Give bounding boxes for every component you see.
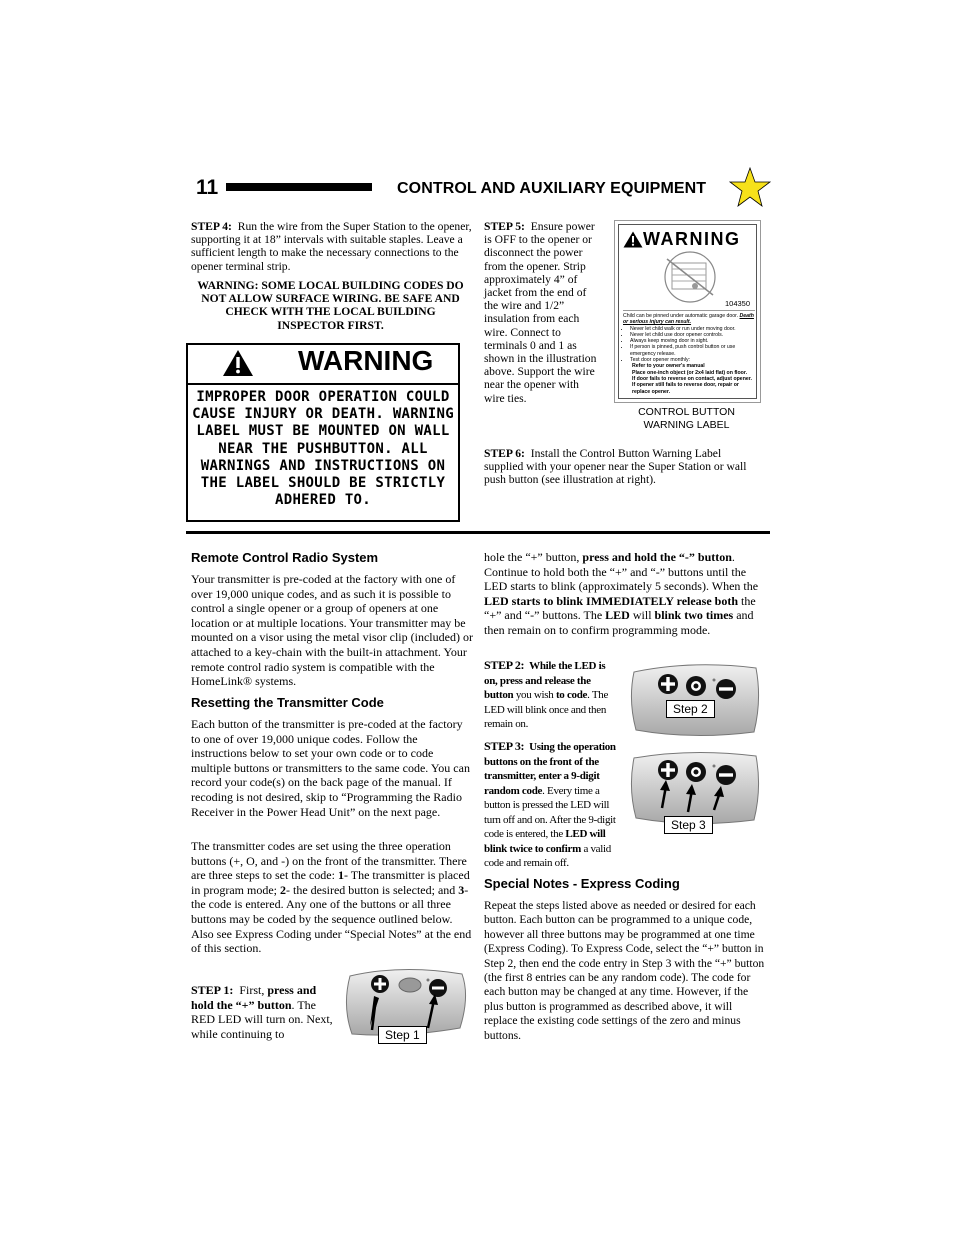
step3-paragraph <box>484 739 620 871</box>
remote-step2-illustration <box>628 660 762 745</box>
step4-paragraph <box>191 220 474 273</box>
warning-triangle-icon <box>222 349 254 377</box>
text: . Continue to hold both the “+” and “-” buttons until the LED starts to blink (approximately 5 seconds). When the <box>484 550 759 594</box>
caption-line: CONTROL BUTTON <box>638 406 735 418</box>
label-bullet: • Never let child use door opener controls. <box>630 332 755 338</box>
warning-box-header <box>188 345 458 385</box>
emphasis: LED starts to blink IMMEDIATELY release both <box>484 593 739 608</box>
garage-door-hazard-icon <box>659 251 721 303</box>
text: First, <box>239 983 265 997</box>
section-divider <box>186 531 770 534</box>
emphasis: Using the operation buttons on the front of the transmitter, enter a 9-digit random code <box>484 741 616 797</box>
text: . The RED LED will turn on. Next, while continuing to <box>191 997 333 1041</box>
text: . Every time a button is pressed the LED will turn off and on. After the 9-digit code is entered, the <box>484 784 616 840</box>
step6-label: STEP 6: <box>484 447 525 460</box>
warning-box-title: WARNING <box>298 345 434 376</box>
step1-label: STEP 1: <box>191 983 234 997</box>
step2-paragraph <box>484 658 620 732</box>
step-number: 1 <box>337 868 344 883</box>
page-number: 11 <box>196 176 219 199</box>
step3-label: STEP 3: <box>484 739 525 753</box>
step6-paragraph <box>484 447 756 487</box>
text: - the desired button is selected; and <box>285 882 456 897</box>
label-bullet: • Always keep moving door in sight. <box>630 338 755 344</box>
warning-label-caption <box>614 406 759 431</box>
label-subitem: If opener still fails to reverse door, repair or replace opener. <box>632 382 739 395</box>
emphasis: press and hold the “-” button <box>582 550 732 564</box>
label-bullet: • Never let child walk or run under moving door. <box>630 326 755 332</box>
step5-text: Ensure power is OFF to the opener or disconnect the power from the opener. Strip approximately 4” of jacket from the end of the wire and 1/2” insulation from each wire. Connect to terminals 0 and 1 as shown in the illustration above. Support the wire near the opener with wire ties. <box>484 220 597 405</box>
emphasis: LED will blink twice to confirm <box>484 828 606 855</box>
text: - the code is entered. Any one of the buttons or all three buttons may be coded by the sequence outlined below. Also see Express Coding under “Special Notes” at the end of this section. <box>191 882 472 956</box>
label-bullet: • Test door opener monthly: <box>630 357 755 363</box>
emphasis: to code <box>555 689 588 701</box>
resetting-paragraph-2 <box>191 839 473 956</box>
step6-text: Install the Control Button Warning Label supplied with your opener near the Super Station or wall push button (see illustration at right). <box>484 447 747 487</box>
text: the “+” and “-” buttons. The <box>484 593 756 623</box>
remote-step3-illustration <box>628 748 762 835</box>
label-subitem: If door fails to reverse on contact, adjust opener. <box>632 375 752 382</box>
star-icon <box>729 167 771 207</box>
emphasis: While the LED is on, press and release the button <box>484 660 606 701</box>
step4-text: Run the wire from the Super Station to the opener, supporting it at 18” intervals with suitable staples. Leave a sufficient length to make the necessary connections to the opener terminal strip. <box>191 220 472 273</box>
step2-label: STEP 2: <box>484 658 525 672</box>
warning-triangle-icon <box>623 231 643 248</box>
step-number: 3 <box>458 882 465 897</box>
warning-label-illustration <box>614 220 761 403</box>
step4-label: STEP 4: <box>191 220 232 233</box>
label-part-number: 104350 <box>725 299 751 308</box>
special-notes-heading: Special Notes - Express Coding <box>484 876 680 891</box>
label-intro: Child can be pinned under automatic garage door. <box>623 313 739 319</box>
surface-wiring-warning: WARNING: SOME LOCAL BUILDING CODES DO NOT ALLOW SURFACE WIRING. BE SAFE AND CHECK WITH THE LOCAL BUILDING INSPECTOR FIRST. <box>197 279 464 332</box>
resetting-paragraph-1: Each button of the transmitter is pre-coded at the factory to one of over 19,000 unique codes. Follow the instructions below to set your own code or to code multiple buttons or transmitters to the same code. You can record your code(s) on the back page of the manual. If recoding is not desired, skip to “Programming the Radio Receiver in the Power Head Unit” on the next page. <box>191 717 470 819</box>
label-subitem: Refer to your owner's manual <box>632 363 705 370</box>
label-bullet: • If person is pinned, push control button or use emergency release. <box>630 344 755 357</box>
emphasis: LED <box>605 608 630 623</box>
special-notes-paragraph: Repeat the steps listed above as needed or desired for each button. Each button can be programmed to a unique code, however all three buttons may be programmed at one time (Express Coding). To Express Code, select the “+” button in Step 2, then end the code entry in Step 3 with the “+” button (the first 8 entries can be any random code). The code for each button may be changed at any time. However, if the plus button is programmed as described above, it will replace the existing code settings of the zero and minus buttons. <box>484 899 765 1042</box>
step3-image-label: Step 3 <box>664 816 713 834</box>
step-number: 2 <box>279 882 286 897</box>
text: . The LED will blink once and then remain on. <box>484 689 609 730</box>
warning-box-body: IMPROPER DOOR OPERATION COULD CAUSE INJURY OR DEATH. WARNING LABEL MUST BE MOUNTED ON WALL NEAR THE PUSHBUTTON. ALL WARNINGS AND INSTRUCTIONS ON THE LABEL SHOULD BE STRICTLY ADHERED TO. <box>192 389 454 509</box>
header-rule <box>226 183 372 191</box>
emphasis: blink two times <box>654 608 734 623</box>
step1-paragraph <box>191 983 341 1041</box>
emphasis: press and hold the “+” button <box>191 983 317 1012</box>
remote-system-paragraph: Your transmitter is pre-coded at the factory with one of over 19,000 unique codes, and as such it is possible to control a single opener or a group of openers at one location or at multiple locations. Your transmitter may be mounted on a visor using the metal visor clip (included) or attached to a key-chain with the built-in attachment. Your remote control radio system is compatible with the HomeLink® systems. <box>191 572 473 689</box>
step5-paragraph <box>484 220 598 405</box>
label-instructions <box>623 310 755 395</box>
text: The transmitter codes are set using the three operation buttons (+, O, and -) on the front of the transmitter. There are three steps to set the code: <box>191 839 467 883</box>
label-subitem: Place one-inch object (or 2x4 laid flat) on floor. <box>632 369 748 376</box>
section-title: CONTROL AND AUXILIARY EQUIPMENT <box>397 180 707 197</box>
step5-label: STEP 5: <box>484 220 525 233</box>
remote-step1-illustration <box>342 966 472 1049</box>
warning-label-title: WARNING <box>643 229 741 249</box>
step1-image-label: Step 1 <box>378 1026 427 1044</box>
text: you wish <box>515 689 554 701</box>
text: a valid code and remain off. <box>484 842 611 869</box>
text: hole the “+” button, <box>484 550 580 564</box>
label-intro-emphasis: Death or serious injury can result. <box>623 313 754 326</box>
text: and then remain on to confirm programming mode. <box>484 608 754 637</box>
remote-system-heading: Remote Control Radio System <box>191 550 379 565</box>
step2-image-label: Step 2 <box>666 700 715 718</box>
label-bullets <box>623 326 755 364</box>
resetting-heading: Resetting the Transmitter Code <box>191 695 384 710</box>
text: - The transmitter is placed in program mode; <box>191 868 470 897</box>
warning-box <box>186 343 460 522</box>
text: will <box>632 608 652 623</box>
warning-label-frame <box>618 224 757 399</box>
step1-continued-paragraph <box>484 550 769 638</box>
caption-line: WARNING LABEL <box>643 418 730 431</box>
